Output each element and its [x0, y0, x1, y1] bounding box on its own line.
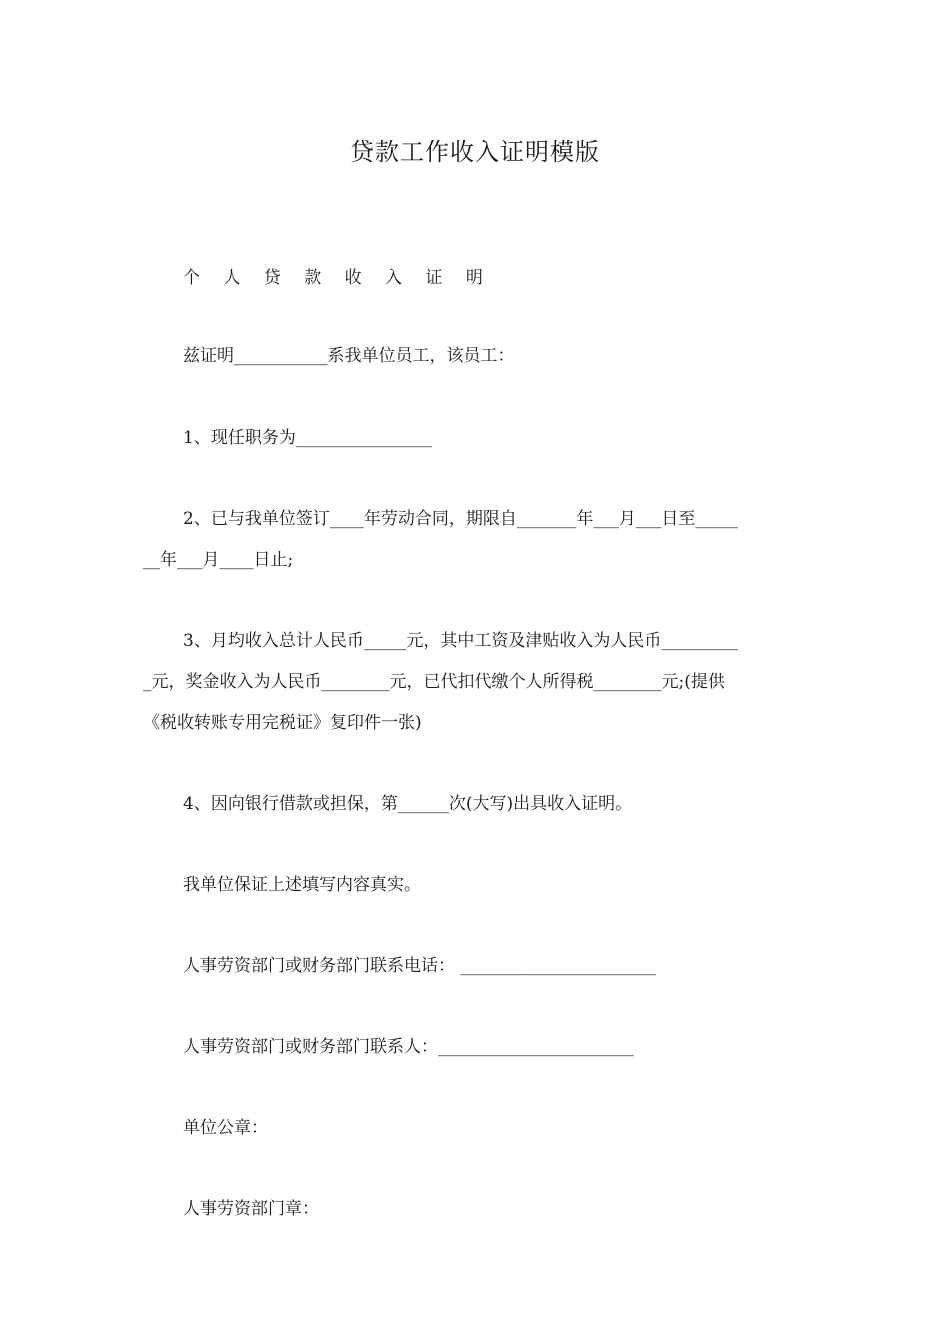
item-2-contract-line-2: __年___月____日止;	[143, 550, 294, 570]
certificate-heading: 个 人 贷 款 收 入 证 明	[183, 268, 492, 288]
item-3-income-line-2: _元，奖金收入为人民币________元，已代扣代缴个人所得税________元;(提供	[143, 672, 725, 692]
item-2-contract-line-1: 2、已与我单位签订____年劳动合同，期限自_______年___月___日至_____	[183, 509, 738, 529]
item-3-income-line-1: 3、月均收入总计人民币_____元，其中工资及津贴收入为人民币_________	[183, 631, 738, 651]
guarantee-statement: 我单位保证上述填写内容真实。	[183, 875, 421, 895]
intro-paragraph: 兹证明___________系我单位员工，该员工：	[183, 346, 515, 366]
item-4-issue-count: 4、因向银行借款或担保，第______次(大写)出具收入证明。	[183, 794, 633, 814]
company-seal-label: 单位公章：	[183, 1118, 268, 1138]
document-title: 贷款工作收入证明模版	[350, 138, 600, 166]
contact-phone-field: 人事劳资部门或财务部门联系电话： _______________________	[183, 956, 656, 976]
item-1-position: 1、现任职务为________________	[183, 428, 432, 448]
contact-person-field: 人事劳资部门或财务部门联系人：_______________________	[183, 1037, 634, 1057]
hr-seal-label: 人事劳资部门章：	[183, 1199, 319, 1219]
item-3-income-line-3: 《税收转账专用完税证》复印件一张)	[143, 713, 422, 733]
